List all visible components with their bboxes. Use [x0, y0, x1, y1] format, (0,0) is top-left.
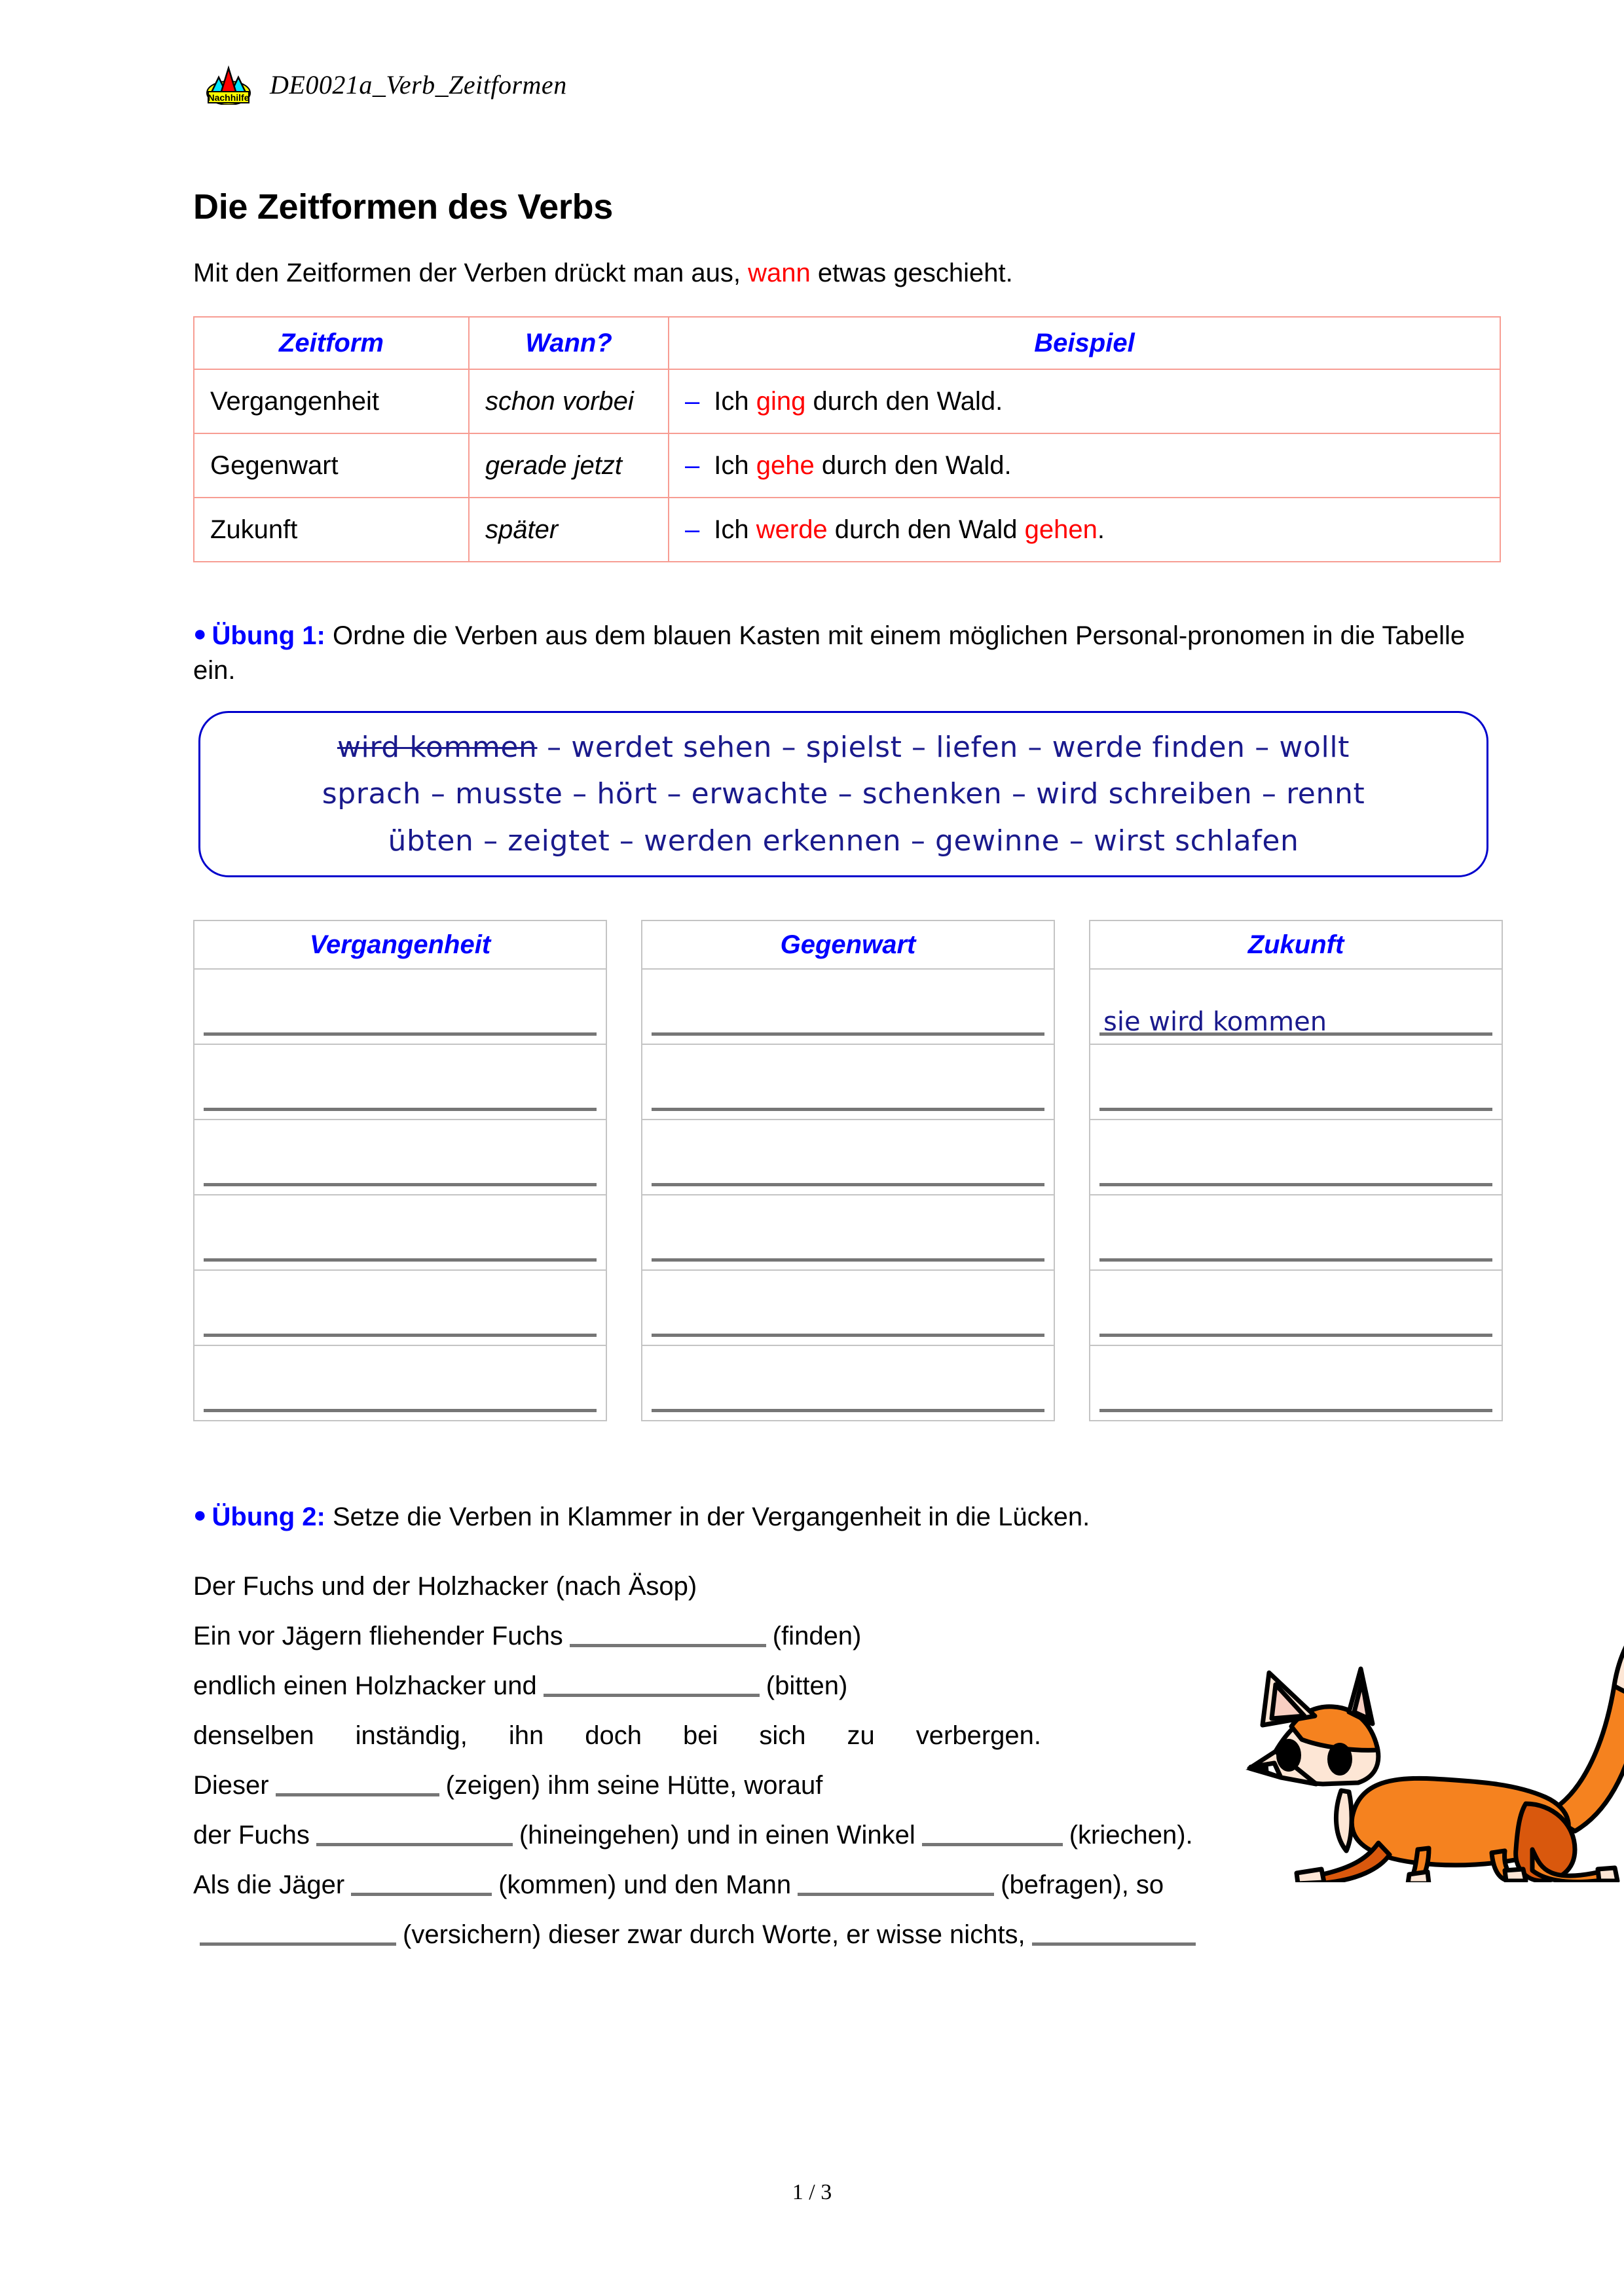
answer-write-line[interactable] [204, 1148, 597, 1186]
answer-write-line[interactable] [204, 998, 597, 1036]
answer-cell[interactable] [1090, 1345, 1502, 1421]
answer-write-line[interactable] [1099, 1148, 1492, 1186]
beispiel-verb-2: gehen [1024, 515, 1098, 544]
beispiel-text-1: Ich [714, 515, 756, 544]
exercise-1-instruction: Ordne die Verben aus dem blauen Kasten mit einem möglichen Personal-pronomen in die Tabelle ein. [193, 621, 1466, 685]
table-row[interactable] [1090, 1044, 1502, 1120]
answer-write-line[interactable] [1099, 1073, 1492, 1111]
table-row[interactable] [194, 1195, 606, 1270]
answer-cell[interactable] [642, 1044, 1054, 1120]
answer-column-header: Vergangenheit [194, 920, 606, 969]
answer-tables-container [193, 920, 1503, 1421]
answer-write-line[interactable] [652, 1148, 1044, 1186]
answer-cell[interactable] [194, 1120, 606, 1195]
answer-cell[interactable] [194, 969, 606, 1044]
answer-write-line[interactable] [652, 1224, 1044, 1262]
table-row[interactable] [1090, 1345, 1502, 1421]
exercise-1-label: Übung 1: [212, 621, 325, 650]
dash-marker: – [685, 450, 700, 480]
blank-befragen[interactable] [798, 1870, 994, 1896]
wordbox-line-1-rest: – werdet sehen – spielst – liefen – werde finden – wollt [537, 731, 1350, 765]
verb-hint-bitten: (bitten) [766, 1671, 848, 1700]
table-row[interactable] [642, 1270, 1054, 1345]
column-header-zeitform: Zeitform [194, 317, 469, 369]
verb-word-box [198, 711, 1488, 877]
tense-definition-table [193, 316, 1501, 562]
exercise-2-instruction: Setze die Verben in Klammer in der Vergangenheit in die Lücken. [325, 1503, 1090, 1531]
answer-write-line[interactable] [652, 1073, 1044, 1111]
wordbox-line-1 [337, 724, 1350, 771]
table-row[interactable] [194, 969, 606, 1044]
blank-bitten[interactable] [544, 1671, 760, 1697]
verb-hint-finden: (finden) [772, 1621, 862, 1650]
cell-beispiel [669, 433, 1500, 498]
table-row[interactable] [194, 1270, 606, 1345]
page-title: Die Zeitformen des Verbs [193, 187, 614, 227]
wordbox-line-3: übten – zeigtet – werden erkennen – gewinne – wirst schlafen [388, 824, 1299, 858]
answer-write-line[interactable] [1099, 998, 1492, 1036]
table-row[interactable] [642, 969, 1054, 1044]
answer-text: sie wird kommen [1103, 1007, 1327, 1037]
verb-hint-kommen: (kommen) und den Mann [498, 1870, 792, 1899]
verb-hint-zeigen: (zeigen) ihm seine Hütte, worauf [445, 1770, 823, 1800]
column-header-wann: Wann? [469, 317, 669, 369]
answer-write-line[interactable] [652, 998, 1044, 1036]
answer-column-header: Gegenwart [642, 920, 1054, 969]
beispiel-text-2: durch den Wald [827, 515, 1025, 544]
table-header-row [642, 920, 1054, 969]
intro-text-after: etwas geschieht. [810, 259, 1013, 287]
blank-trailing[interactable] [1032, 1920, 1196, 1946]
story-line-6 [193, 1860, 1503, 1910]
intro-highlight-wann: wann [748, 259, 811, 287]
table-row [194, 369, 1500, 433]
blank-zeigen[interactable] [276, 1771, 439, 1796]
table-row[interactable] [194, 1044, 606, 1120]
answer-cell[interactable] [642, 1195, 1054, 1270]
document-file-title: DE0021a_Verb_Zeitformen [270, 69, 567, 100]
table-row[interactable] [1090, 1120, 1502, 1195]
answer-table-zukunft [1089, 920, 1503, 1421]
beispiel-verb-1: gehe [756, 450, 815, 480]
story-section [193, 1561, 1503, 1959]
answer-write-line[interactable] [1099, 1374, 1492, 1412]
story-line-4 [193, 1760, 1044, 1810]
story-text: Dieser [193, 1770, 269, 1800]
beispiel-verb-1: werde [756, 515, 828, 544]
verb-hint-versichern: (versichern) dieser zwar durch Worte, er wisse nichts, [403, 1920, 1025, 1949]
answer-cell[interactable] [1090, 1270, 1502, 1345]
answer-table-gegenwart [641, 920, 1055, 1421]
document-header [203, 64, 567, 105]
beispiel-text-2: durch den Wald. [814, 450, 1012, 480]
story-line-1 [193, 1611, 1044, 1661]
blank-hineingehen[interactable] [316, 1821, 513, 1846]
answer-cell[interactable] [1090, 1120, 1502, 1195]
answer-cell[interactable] [1090, 1044, 1502, 1120]
answer-cell[interactable] [642, 1120, 1054, 1195]
table-row[interactable] [642, 1120, 1054, 1195]
answer-column-header: Zukunft [1090, 920, 1502, 969]
story-text: der Fuchs [193, 1820, 310, 1850]
intro-sentence [193, 259, 1013, 288]
nachhilfe-logo-icon [203, 64, 254, 105]
answer-write-line[interactable] [1099, 1224, 1492, 1262]
table-header-row [194, 920, 606, 969]
story-line-2 [193, 1661, 1044, 1711]
cell-zeitform: Vergangenheit [194, 369, 469, 433]
table-row[interactable] [1090, 1195, 1502, 1270]
answer-cell[interactable] [194, 1270, 606, 1345]
story-line-5 [193, 1810, 1503, 1860]
logo-label: Nachhilfe [208, 92, 249, 103]
answer-write-line[interactable] [652, 1299, 1044, 1337]
beispiel-text-3: . [1097, 515, 1105, 544]
blank-kommen[interactable] [351, 1870, 492, 1896]
dash-marker: – [685, 386, 700, 416]
table-row[interactable] [642, 1345, 1054, 1421]
page-footer [0, 2180, 1624, 2205]
answer-cell[interactable] [1090, 969, 1502, 1044]
column-header-beispiel: Beispiel [669, 317, 1500, 369]
blank-finden[interactable] [570, 1622, 766, 1647]
table-row[interactable] [1090, 1270, 1502, 1345]
intro-text-before: Mit den Zeitformen der Verben drückt man aus, [193, 259, 748, 287]
verb-hint-befragen: (befragen), so [1001, 1870, 1164, 1899]
answer-cell[interactable] [194, 1044, 606, 1120]
cell-wann: gerade jetzt [469, 433, 669, 498]
exercise-2-label: Übung 2: [212, 1503, 325, 1531]
blank-kriechen[interactable] [922, 1821, 1063, 1846]
table-row[interactable] [642, 1044, 1054, 1120]
page-number: 1 / 3 [792, 2180, 832, 2204]
answer-write-line[interactable] [204, 1299, 597, 1337]
table-row[interactable] [194, 1345, 606, 1421]
wordbox-line-2: sprach – musste – hört – erwachte – schenken – wird schreiben – rennt [322, 777, 1365, 811]
story-text: Ein vor Jägern fliehender Fuchs [193, 1621, 563, 1650]
beispiel-text-2: durch den Wald. [805, 386, 1003, 416]
cell-beispiel [669, 369, 1500, 433]
answer-cell[interactable] [194, 1345, 606, 1421]
table-row [194, 498, 1500, 562]
bullet-icon: ● [193, 1503, 207, 1527]
story-line-7 [193, 1910, 1503, 1959]
exercise-2-heading [193, 1503, 1503, 1532]
answer-write-line[interactable] [204, 1073, 597, 1111]
story-text: endlich einen Holzhacker und [193, 1671, 537, 1700]
table-row[interactable] [642, 1195, 1054, 1270]
table-row[interactable] [1090, 969, 1502, 1044]
cell-wann: schon vorbei [469, 369, 669, 433]
table-header-row [1090, 920, 1502, 969]
answer-write-line[interactable] [204, 1224, 597, 1262]
answer-cell[interactable] [1090, 1195, 1502, 1270]
wordbox-struck-word: wird kommen [337, 731, 538, 765]
table-row [194, 433, 1500, 498]
beispiel-text-1: Ich [714, 450, 756, 480]
dash-marker: – [685, 515, 700, 544]
cell-wann: später [469, 498, 669, 562]
answer-cell[interactable] [194, 1195, 606, 1270]
table-row[interactable] [194, 1120, 606, 1195]
verb-hint-kriechen: (kriechen). [1069, 1820, 1193, 1850]
table-header-row [194, 317, 1500, 369]
bullet-icon: ● [193, 621, 207, 646]
story-line-3 [193, 1711, 1044, 1760]
beispiel-verb-1: ging [756, 386, 806, 416]
answer-write-line[interactable] [1099, 1299, 1492, 1337]
beispiel-text-1: Ich [714, 386, 756, 416]
story-title-text: Der Fuchs und der Holzhacker (nach Äsop) [193, 1571, 697, 1601]
story-text: Als die Jäger [193, 1870, 345, 1899]
answer-cell[interactable] [642, 1345, 1054, 1421]
answer-write-line[interactable] [204, 1374, 597, 1412]
exercise-1-heading [193, 619, 1503, 688]
cell-zeitform: Gegenwart [194, 433, 469, 498]
cell-zeitform: Zukunft [194, 498, 469, 562]
answer-table-vergangenheit [193, 920, 607, 1421]
story-heading [193, 1561, 1503, 1611]
story-text: denselben inständig, ihn doch bei sich zu verbergen. [193, 1721, 1041, 1750]
verb-hint-hineingehen: (hineingehen) und in einen Winkel [519, 1820, 915, 1850]
blank-versichern[interactable] [200, 1920, 396, 1946]
answer-cell[interactable] [642, 969, 1054, 1044]
answer-write-line[interactable] [652, 1374, 1044, 1412]
cell-beispiel [669, 498, 1500, 562]
answer-cell[interactable] [642, 1270, 1054, 1345]
